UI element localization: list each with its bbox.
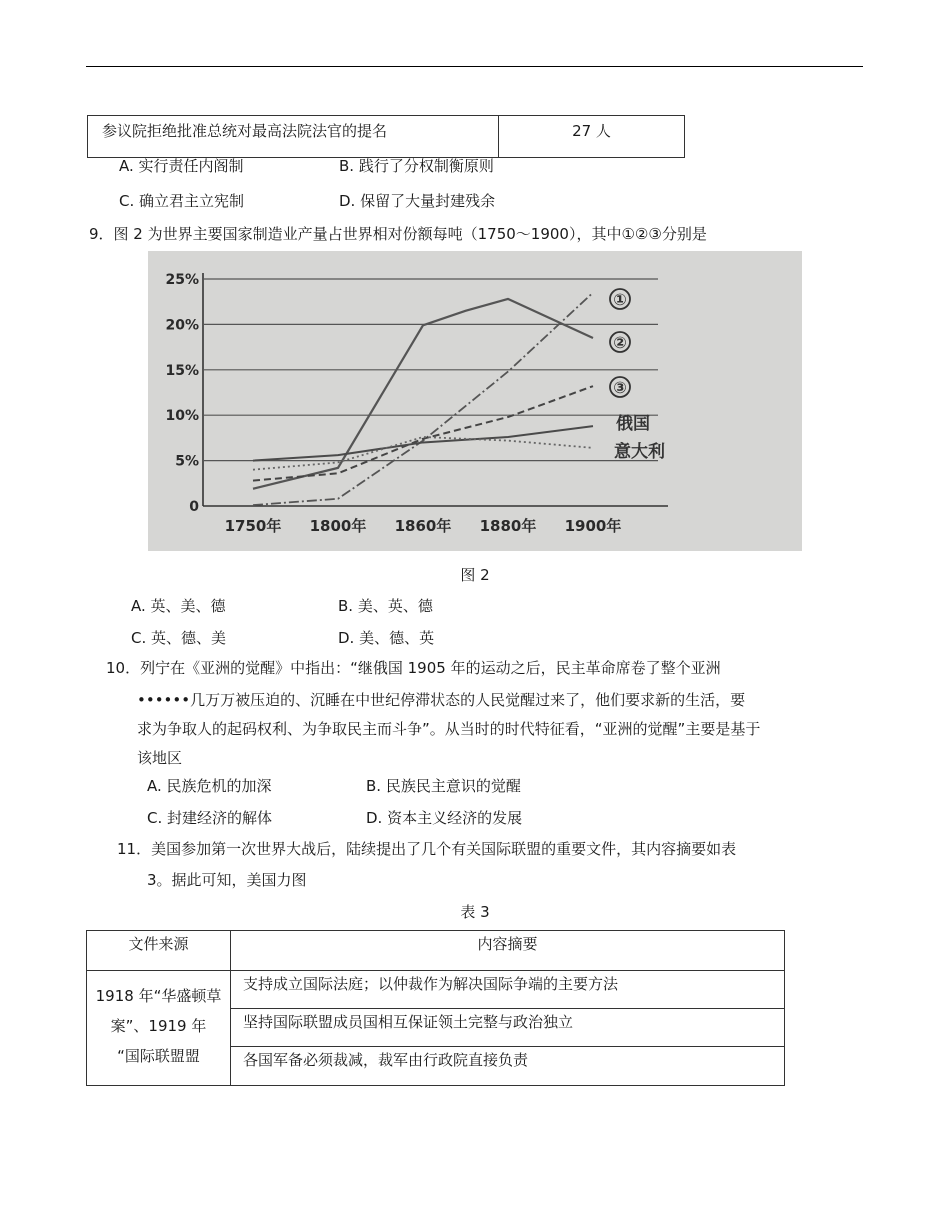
q9-stem: 9．图 2 为世界主要国家制造业产量占世界相对份额每吨（1750～1900），其中①②③分别是 (89, 225, 707, 243)
x-tick-label: 1800年 (309, 517, 367, 535)
q8-option-a: A. 实行责任内阁制 (119, 157, 244, 175)
table-3 (86, 930, 785, 1086)
q11-line-1: 11．美国参加第一次世界大战后，陆续提出了几个有关国际联盟的重要文件，其内容摘要如表 (117, 840, 737, 858)
q10-option-b: B. 民族民主意识的觉醒 (366, 777, 521, 795)
q10-option-c: C. 封建经济的解体 (147, 809, 273, 827)
y-tick-label: 10% (165, 408, 199, 425)
y-tick-label: 0 (189, 499, 199, 515)
q10-line-2: ••••••几万万被压迫的、沉睡在中世纪停滞状态的人民觉醒过来了，他们要求新的生活，要 (137, 691, 746, 709)
chart-grid (203, 273, 668, 506)
table-summary-cell: 各国军备必须裁减，裁军由行政院直接负责 (231, 1047, 785, 1086)
table-summary-cell: 支持成立国际法庭；以仲裁作为解决国际争端的主要方法 (231, 971, 785, 1009)
table-cell-left: 参议院拒绝批准总统对最高法院法官的提名 (88, 116, 499, 158)
q9-option-c: C. 英、德、美 (131, 629, 227, 647)
q8-option-c: C. 确立君主立宪制 (119, 192, 245, 210)
table-3-title: 表 3 (460, 903, 490, 921)
table-header-row (87, 931, 785, 971)
header-rule (86, 66, 863, 67)
q9-option-b: B. 美、英、德 (338, 597, 433, 615)
y-tick-label: 5% (175, 453, 199, 470)
y-tick-label: 15% (165, 362, 199, 379)
series-label: 意大利 (614, 442, 665, 462)
figure-caption: 图 2 (460, 566, 490, 584)
q10-option-d: D. 资本主义经济的发展 (366, 809, 523, 827)
x-tick-label: 1750年 (224, 517, 282, 535)
source-line-1: 1918 年“华盛顿草 (95, 987, 222, 1005)
bleed-through-text (448, 260, 526, 275)
table-row (87, 971, 785, 1009)
x-tick-label: 1880年 (479, 517, 537, 535)
q10-option-a: A. 民族危机的加深 (147, 777, 272, 795)
q9-option-d: D. 美、德、英 (338, 629, 435, 647)
series-label: ① (613, 290, 627, 309)
source-line-3: “国际联盟盟 (117, 1047, 200, 1065)
chart-svg (148, 251, 802, 551)
table-summary-cell: 坚持国际联盟成员国相互保证领土完整与政治独立 (231, 1009, 785, 1047)
senate-table (87, 115, 685, 158)
y-tick-label: 20% (165, 317, 199, 334)
chart-labels (165, 272, 665, 535)
x-tick-label: 1860年 (394, 517, 452, 535)
table-header-summary: 内容摘要 (231, 931, 785, 971)
table-row (88, 116, 685, 158)
q10-line-1: 10．列宁在《亚洲的觉醒》中指出：“继俄国 1905 年的运动之后，民主革命席卷了整个亚洲 (106, 659, 721, 677)
series-label: ③ (613, 378, 627, 397)
chart-figure-2 (148, 251, 802, 551)
q11-line-2: 3。据此可知，美国力图 (147, 871, 307, 889)
q10-line-3: 求为争取人的起码权利、为争取民主而斗争”。从当时的时代特征看，“亚洲的觉醒”主要是基于 (137, 720, 761, 738)
table-source-cell (87, 971, 231, 1086)
table-header-source: 文件来源 (87, 931, 231, 971)
x-tick-label: 1900年 (564, 517, 622, 535)
series-label: ② (613, 333, 627, 352)
series-line-俄国 (253, 426, 593, 461)
source-line-2: 案”、1919 年 (110, 1017, 207, 1035)
q8-option-b: B. 践行了分权制衡原则 (339, 157, 494, 175)
table-cell-right: 27 人 (499, 116, 685, 158)
q8-option-d: D. 保留了大量封建残余 (339, 192, 496, 210)
q9-option-a: A. 英、美、德 (131, 597, 226, 615)
q10-line-4: 该地区 (137, 749, 183, 767)
y-tick-label: 25% (165, 272, 199, 288)
series-label: 俄国 (616, 414, 650, 434)
